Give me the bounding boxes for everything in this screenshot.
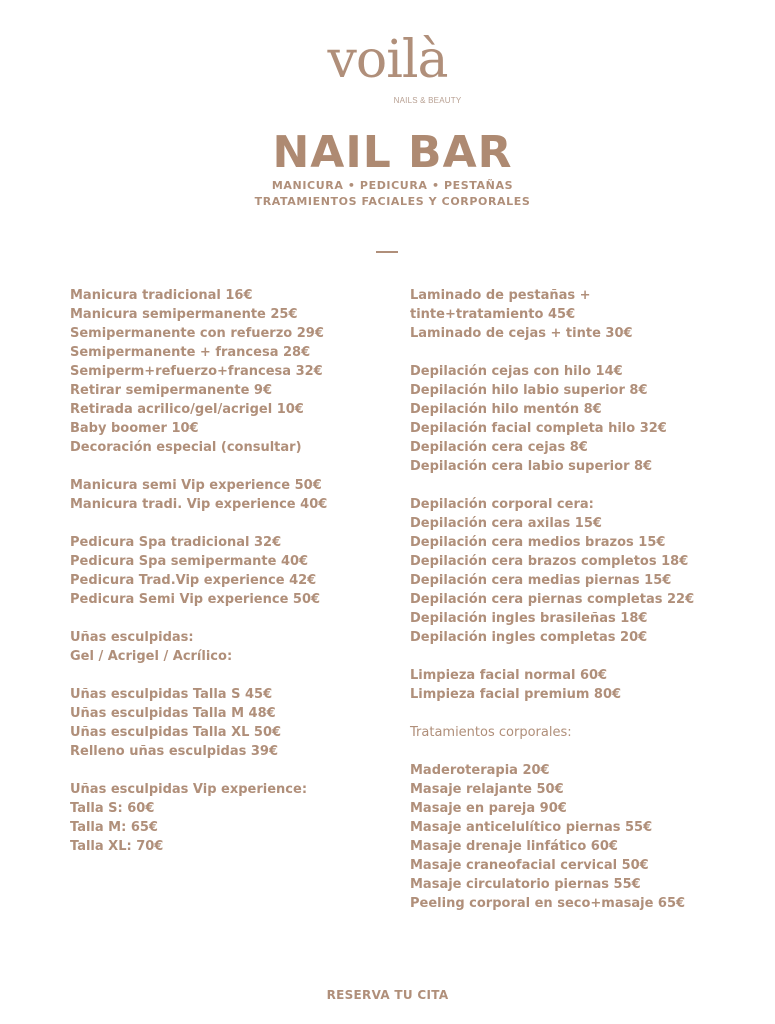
price-item: Depilación facial completa hilo 32€ (410, 421, 667, 436)
price-item: Depilación cejas con hilo 14€ (410, 364, 623, 379)
price-item: Semipermanente con refuerzo 29€ (70, 326, 324, 341)
price-item: Uñas esculpidas: (70, 630, 194, 645)
price-item: Maderoterapia 20€ (410, 763, 550, 778)
page-subtitle-services: MANICURA • PEDICURA • PESTAÑAS (271, 179, 514, 192)
price-item: Manicura tradi. Vip experience 40€ (70, 497, 328, 512)
spacer (410, 343, 750, 362)
price-item: Uñas esculpidas Talla M 48€ (70, 706, 276, 721)
price-item: Pedicura Semi Vip experience 50€ (70, 592, 321, 607)
price-item: Uñas esculpidas Talla XL 50€ (70, 725, 282, 740)
price-item: Depilación ingles completas 20€ (410, 630, 648, 645)
brand-logo: voilà (327, 30, 448, 90)
price-item: Baby boomer 10€ (70, 421, 199, 436)
spacer (70, 761, 390, 780)
brand-block (0, 30, 775, 105)
price-item: Masaje drenaje linfático 60€ (410, 839, 618, 854)
price-item: Tratamientos corporales: (410, 725, 572, 740)
price-item: tinte+tratamiento 45€ (410, 307, 576, 322)
price-item: Talla XL: 70€ (70, 839, 164, 854)
price-item: Peeling corporal en seco+masaje 65€ (410, 896, 686, 911)
spacer (70, 666, 390, 685)
price-item: Depilación corporal cera: (410, 497, 594, 512)
price-item: Laminado de pestañas + (410, 288, 591, 303)
price-item: Depilación hilo labio superior 8€ (410, 383, 648, 398)
price-item: Depilación cera labio superior 8€ (410, 459, 653, 474)
price-item: Laminado de cejas + tinte 30€ (410, 326, 633, 341)
page-title: NAIL BAR (272, 127, 513, 178)
price-item: Depilación cera piernas completas 22€ (410, 592, 695, 607)
price-item: Talla S: 60€ (70, 801, 155, 816)
price-item: Depilación cera brazos completos 18€ (410, 554, 689, 569)
spacer (410, 742, 750, 761)
page-header (0, 128, 775, 210)
spacer (70, 514, 390, 533)
price-item: Semiperm+refuerzo+francesa 32€ (70, 364, 323, 379)
price-item: Decoración especial (consultar) (70, 440, 302, 455)
price-item: Manicura semipermanente 25€ (70, 307, 298, 322)
page-subtitle-treatments: TRATAMIENTOS FACIALES Y CORPORALES (254, 195, 531, 208)
price-item: Depilación ingles brasileñas 18€ (410, 611, 648, 626)
price-list-left (70, 286, 390, 856)
price-list-right (410, 286, 750, 913)
price-item: Masaje en pareja 90€ (410, 801, 567, 816)
price-item: Pedicura Trad.Vip experience 42€ (70, 573, 317, 588)
price-item: Gel / Acrigel / Acrílico: (70, 649, 233, 664)
price-item: Depilación cera axilas 15€ (410, 516, 602, 531)
spacer (410, 704, 750, 723)
price-item: Limpieza facial premium 80€ (410, 687, 622, 702)
price-item: Masaje anticelulítico piernas 55€ (410, 820, 653, 835)
price-item: Retirar semipermanente 9€ (70, 383, 273, 398)
book-appointment-link[interactable]: RESERVA TU CITA (326, 988, 449, 1002)
price-item: Semipermanente + francesa 28€ (70, 345, 311, 360)
price-item: Depilación cera medias piernas 15€ (410, 573, 672, 588)
price-item: Depilación cera cejas 8€ (410, 440, 588, 455)
price-item: Depilación cera medios brazos 15€ (410, 535, 666, 550)
price-item: Masaje craneofacial cervical 50€ (410, 858, 649, 873)
price-item: Masaje circulatorio piernas 55€ (410, 877, 641, 892)
price-item: Talla M: 65€ (70, 820, 158, 835)
spacer (70, 457, 390, 476)
section-divider (376, 251, 398, 253)
price-item: Pedicura Spa tradicional 32€ (70, 535, 282, 550)
price-item: Uñas esculpidas Talla S 45€ (70, 687, 273, 702)
price-item: Relleno uñas esculpidas 39€ (70, 744, 279, 759)
brand-tagline: NAILS & BEAUTY (393, 96, 462, 105)
price-item: Retirada acrilico/gel/acrigel 10€ (70, 402, 304, 417)
spacer (410, 476, 750, 495)
spacer (70, 609, 390, 628)
price-item: Manicura semi Vip experience 50€ (70, 478, 322, 493)
price-item: Pedicura Spa semipermante 40€ (70, 554, 309, 569)
price-item: Uñas esculpidas Vip experience: (70, 782, 308, 797)
price-item: Masaje relajante 50€ (410, 782, 564, 797)
price-item: Manicura tradicional 16€ (70, 288, 253, 303)
price-item: Limpieza facial normal 60€ (410, 668, 608, 683)
price-item: Depilación hilo mentón 8€ (410, 402, 602, 417)
spacer (410, 647, 750, 666)
